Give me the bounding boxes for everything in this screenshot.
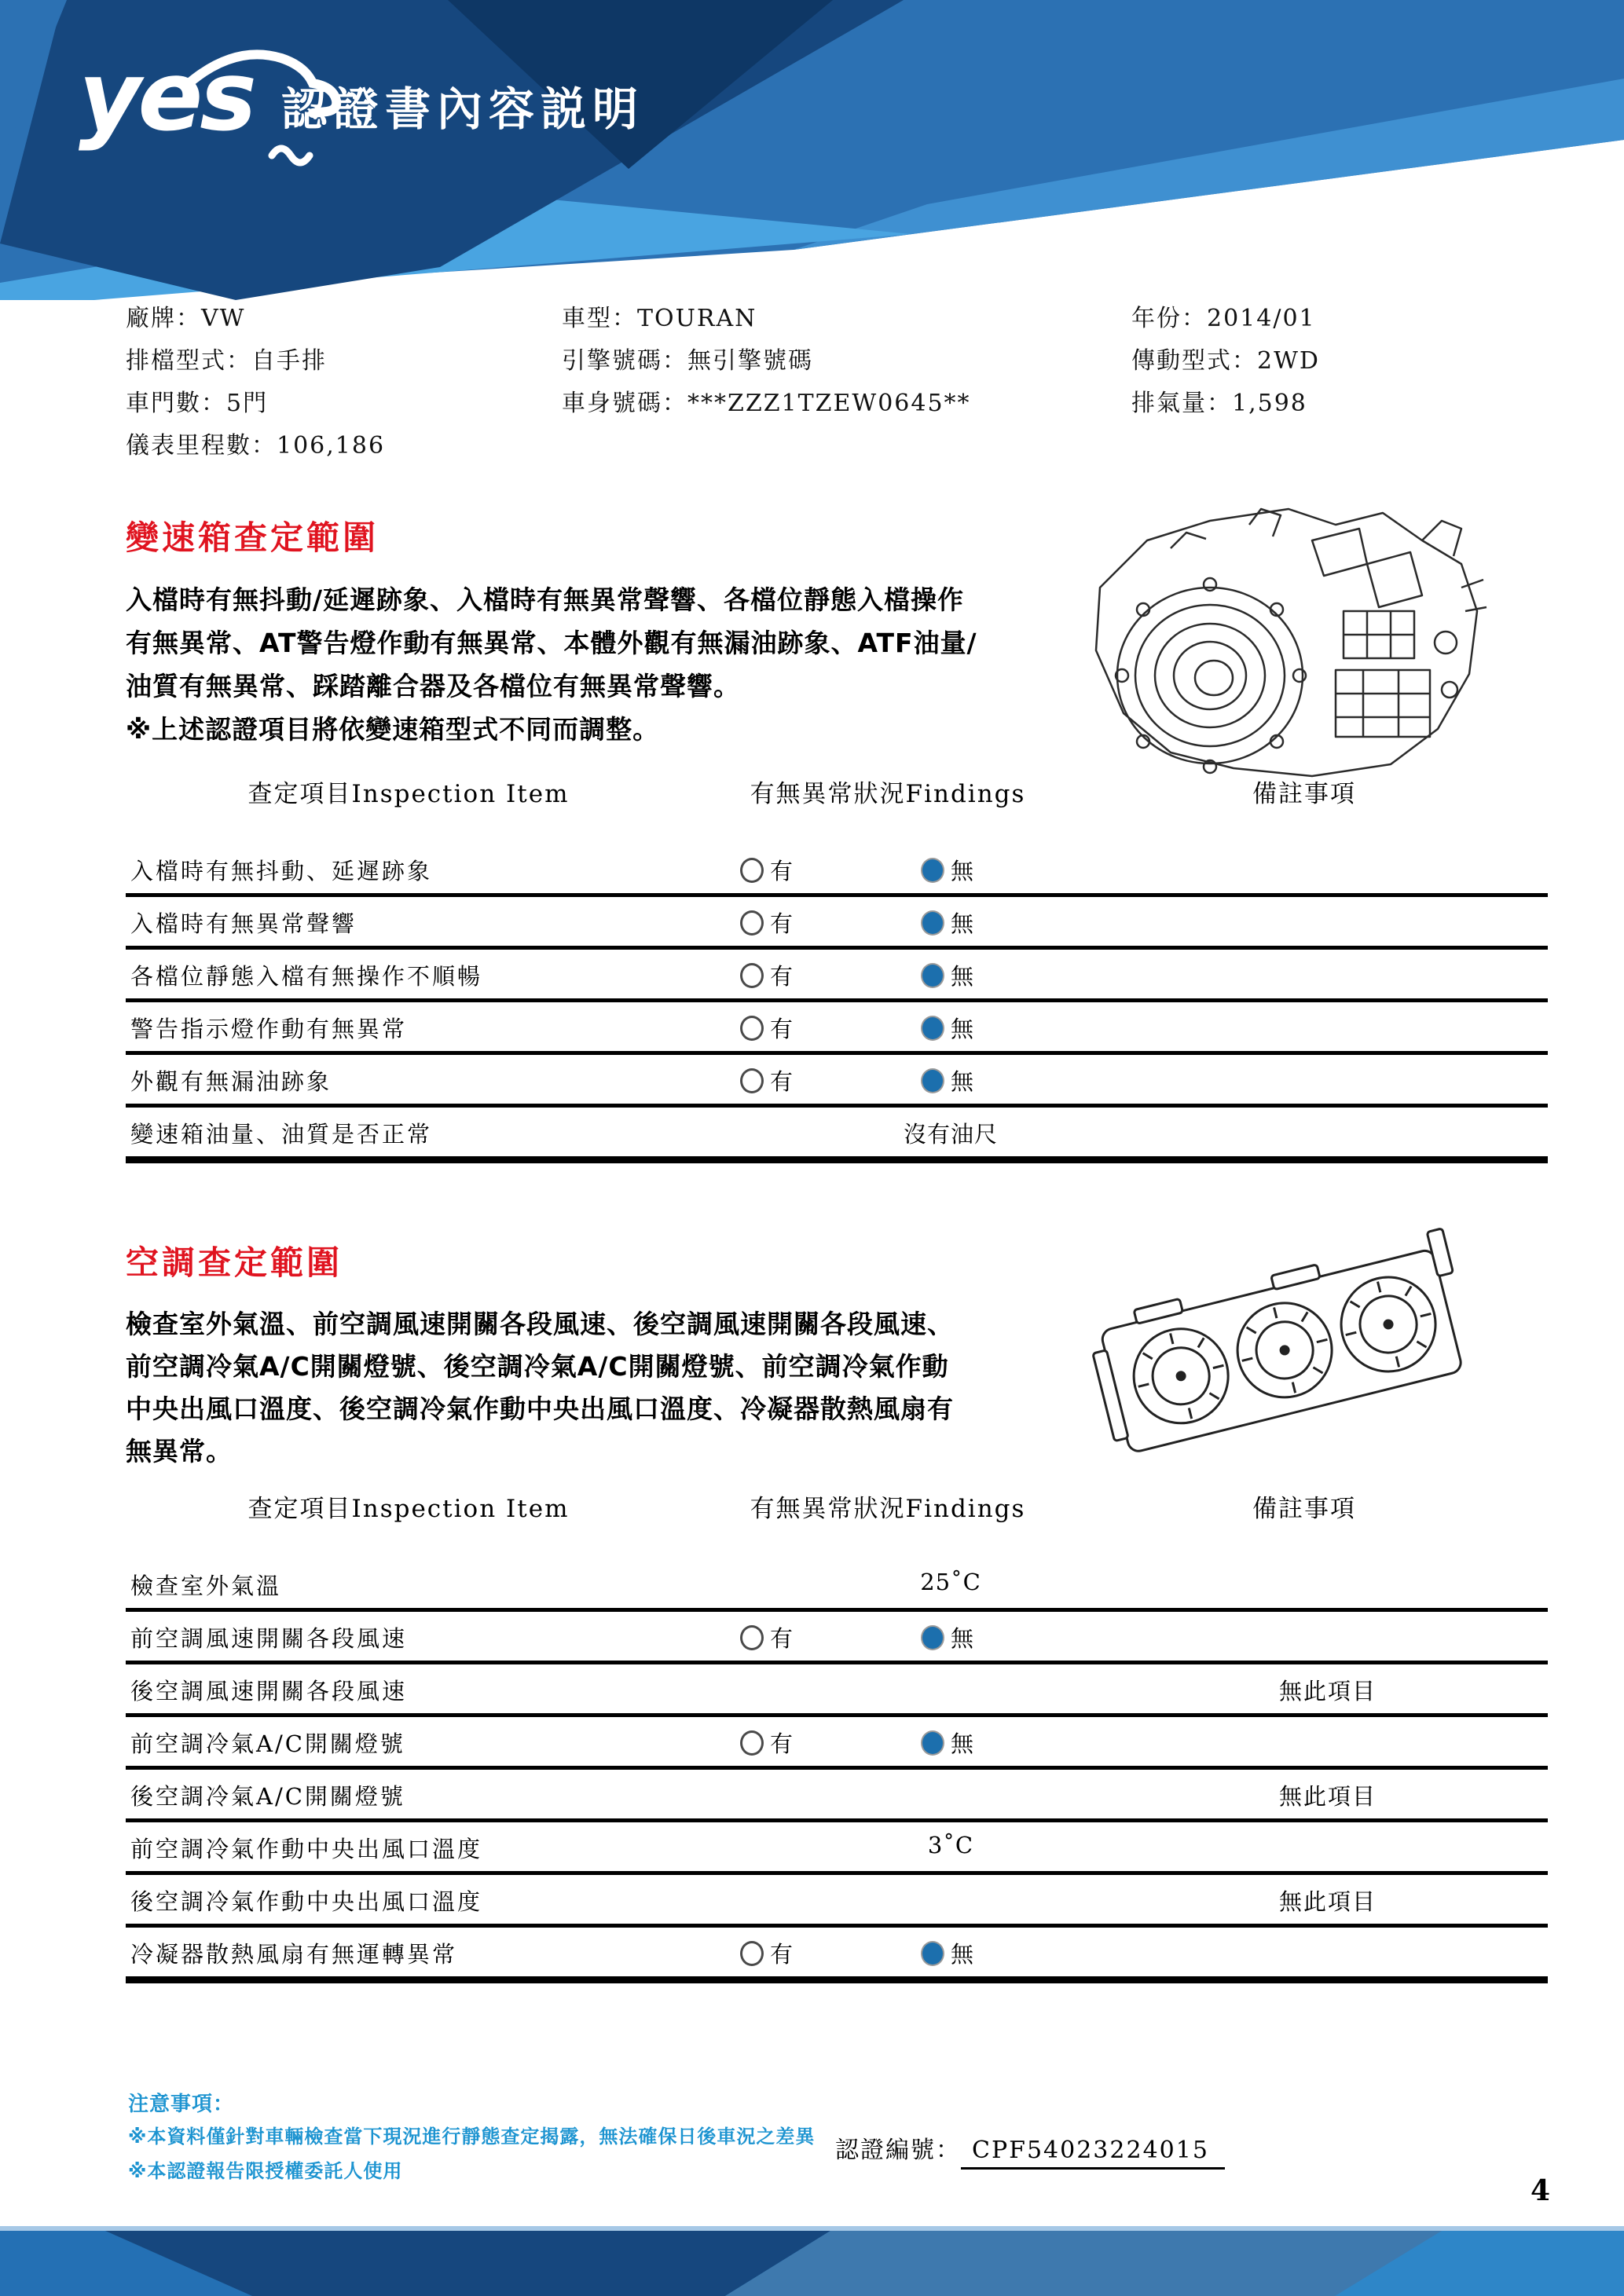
finding-yes: 有	[740, 906, 794, 939]
transmission-table-rows	[126, 844, 1548, 1163]
certificate-number-line	[835, 2130, 1225, 2165]
table-row	[126, 950, 1548, 1002]
aircon-desc-line: 檢查室外氣溫、前空調風速開關各段風速、後空調風速開關各段風速、	[126, 1309, 954, 1339]
inspection-item: 外觀有無漏油跡象	[130, 1068, 332, 1095]
inspection-item: 警告指示燈作動有無異常	[130, 1016, 408, 1042]
remark-text: 無此項目	[1278, 1783, 1377, 1810]
table-row	[126, 844, 1548, 897]
table-row	[126, 1664, 1548, 1717]
inspection-item: 變速箱油量、油質是否正常	[130, 1121, 433, 1148]
vehicle-brand: 廠牌：VW	[126, 305, 246, 332]
inspection-item: 後空調風速開關各段風速	[130, 1678, 408, 1705]
vehicle-drivetrain: 傳動型式：2WD	[1131, 347, 1320, 375]
col-header-remarks: 備註事項	[1252, 1495, 1356, 1523]
finding-no: 無	[921, 959, 974, 991]
radio-unselected-icon	[740, 1625, 764, 1650]
radio-unselected-icon	[740, 963, 764, 988]
transmission-illustration	[1053, 493, 1493, 784]
transmission-desc-line: 油質有無異常、踩踏離合器及各檔位有無異常聲響。	[126, 671, 740, 701]
col-header-findings: 有無異常狀況Findings	[750, 780, 1026, 808]
yes-logo: yes	[79, 41, 254, 152]
radio-unselected-icon	[740, 910, 764, 936]
finding-text: 3˚C	[927, 1832, 974, 1858]
aircon-desc-line: 中央出風口溫度、後空調冷氣作動中央出風口溫度、冷凝器散熱風扇有	[126, 1393, 954, 1424]
table-row	[126, 1559, 1548, 1612]
inspection-item: 前空調風速開關各段風速	[130, 1625, 408, 1652]
vehicle-model: 車型：TOURAN	[562, 305, 757, 332]
finding-text: 25˚C	[920, 1569, 981, 1595]
aircon-table-rows	[126, 1559, 1548, 1983]
inspection-item: 檢查室外氣溫	[130, 1573, 282, 1599]
radio-selected-icon	[921, 910, 944, 936]
radio-unselected-icon	[740, 1730, 764, 1756]
transmission-desc-line: 有無異常、AT警告燈作動有無異常、本體外觀有無漏油跡象、ATF油量/	[126, 628, 977, 658]
finding-yes: 有	[740, 959, 794, 991]
table-row	[126, 1055, 1548, 1108]
page-title: 認證書內容説明	[281, 82, 645, 136]
table-row	[126, 1108, 1548, 1163]
col-header-remarks: 備註事項	[1252, 780, 1356, 808]
finding-no: 無	[921, 1727, 974, 1759]
aircon-desc-line: 前空調冷氣A/C開關燈號、後空調冷氣A/C開關燈號、前空調冷氣作動	[126, 1351, 949, 1382]
radio-unselected-icon	[740, 858, 764, 883]
table-row	[126, 1612, 1548, 1664]
table-row	[126, 1717, 1548, 1770]
notice-line: ※本認證報告限授權委託人使用	[128, 2160, 403, 2182]
vehicle-mileage: 儀表里程數：106,186	[126, 432, 386, 460]
transmission-section-title: 變速箱查定範圍	[126, 518, 379, 557]
finding-yes: 有	[740, 854, 794, 886]
table-row	[126, 1928, 1548, 1983]
finding-no: 無	[921, 1937, 974, 1969]
finding-yes: 有	[740, 1012, 794, 1044]
finding-no: 無	[921, 1621, 974, 1653]
finding-yes: 有	[740, 1621, 794, 1653]
radio-unselected-icon	[740, 1068, 764, 1093]
finding-yes: 有	[740, 1727, 794, 1759]
finding-no: 無	[921, 1064, 974, 1097]
transmission-table	[126, 774, 1548, 1166]
finding-yes: 有	[740, 1937, 794, 1969]
page-number: 4	[1531, 2174, 1551, 2207]
table-row	[126, 1002, 1548, 1055]
vehicle-doors: 車門數：5門	[126, 390, 269, 417]
finding-no: 無	[921, 854, 974, 886]
col-header-item: 查定項目Inspection Item	[247, 780, 570, 808]
notice-title: 注意事項：	[128, 2093, 235, 2116]
finding-no: 無	[921, 906, 974, 939]
ac-panel-illustration	[1092, 1210, 1469, 1485]
certificate-number: CPF54023224015	[961, 2137, 1225, 2170]
aircon-table	[126, 1489, 1548, 1999]
aircon-desc-line: 無異常。	[126, 1436, 233, 1467]
radio-selected-icon	[921, 1016, 944, 1041]
inspection-item: 入檔時有無異常聲響	[130, 910, 357, 937]
table-row	[126, 1875, 1548, 1928]
radio-selected-icon	[921, 1730, 944, 1756]
inspection-item: 前空調冷氣A/C開關燈號	[130, 1730, 405, 1757]
finding-text: 沒有油尺	[903, 1121, 998, 1148]
radio-selected-icon	[921, 1625, 944, 1650]
radio-selected-icon	[921, 858, 944, 883]
inspection-item: 入檔時有無抖動、延遲跡象	[130, 858, 433, 884]
remark-text: 無此項目	[1278, 1888, 1377, 1915]
inspection-item: 前空調冷氣作動中央出風口溫度	[130, 1836, 483, 1862]
table-row	[126, 1822, 1548, 1875]
vehicle-vin: 車身號碼：***ZZZ1TZEW0645**	[562, 390, 971, 417]
remark-text: 無此項目	[1278, 1678, 1377, 1705]
vehicle-engine-no: 引擎號碼：無引擎號碼	[562, 347, 813, 375]
inspection-item: 各檔位靜態入檔有無操作不順暢	[130, 963, 483, 990]
vehicle-year: 年份：2014/01	[1131, 305, 1316, 332]
col-header-findings: 有無異常狀況Findings	[750, 1495, 1026, 1523]
vehicle-gearbox-type: 排檔型式：自手排	[126, 347, 327, 375]
transmission-desc-line: 入檔時有無抖動/延遲跡象、入檔時有無異常聲響、各檔位靜態入檔操作	[126, 584, 965, 615]
inspection-item: 冷凝器散熱風扇有無運轉異常	[130, 1941, 458, 1968]
aircon-section-title: 空調查定範圍	[126, 1243, 343, 1282]
col-header-item: 查定項目Inspection Item	[247, 1495, 570, 1523]
inspection-item: 後空調冷氣作動中央出風口溫度	[130, 1888, 483, 1915]
table-row	[126, 1770, 1548, 1822]
radio-selected-icon	[921, 1068, 944, 1093]
notice-line: ※本資料僅針對車輛檢查當下現況進行靜態查定揭露，無法確保日後車況之差異	[128, 2126, 816, 2148]
radio-unselected-icon	[740, 1016, 764, 1041]
inspection-item: 後空調冷氣A/C開關燈號	[130, 1783, 405, 1810]
radio-selected-icon	[921, 1941, 944, 1966]
certificate-number-label: 認證編號：	[835, 2137, 961, 2164]
transmission-desc-note: ※上述認證項目將依變速箱型式不同而調整。	[126, 714, 660, 745]
table-row	[126, 897, 1548, 950]
vehicle-displacement: 排氣量：1,598	[1131, 390, 1307, 417]
footer-banner	[0, 2223, 1624, 2296]
finding-yes: 有	[740, 1064, 794, 1097]
finding-no: 無	[921, 1012, 974, 1044]
radio-unselected-icon	[740, 1941, 764, 1966]
radio-selected-icon	[921, 963, 944, 988]
